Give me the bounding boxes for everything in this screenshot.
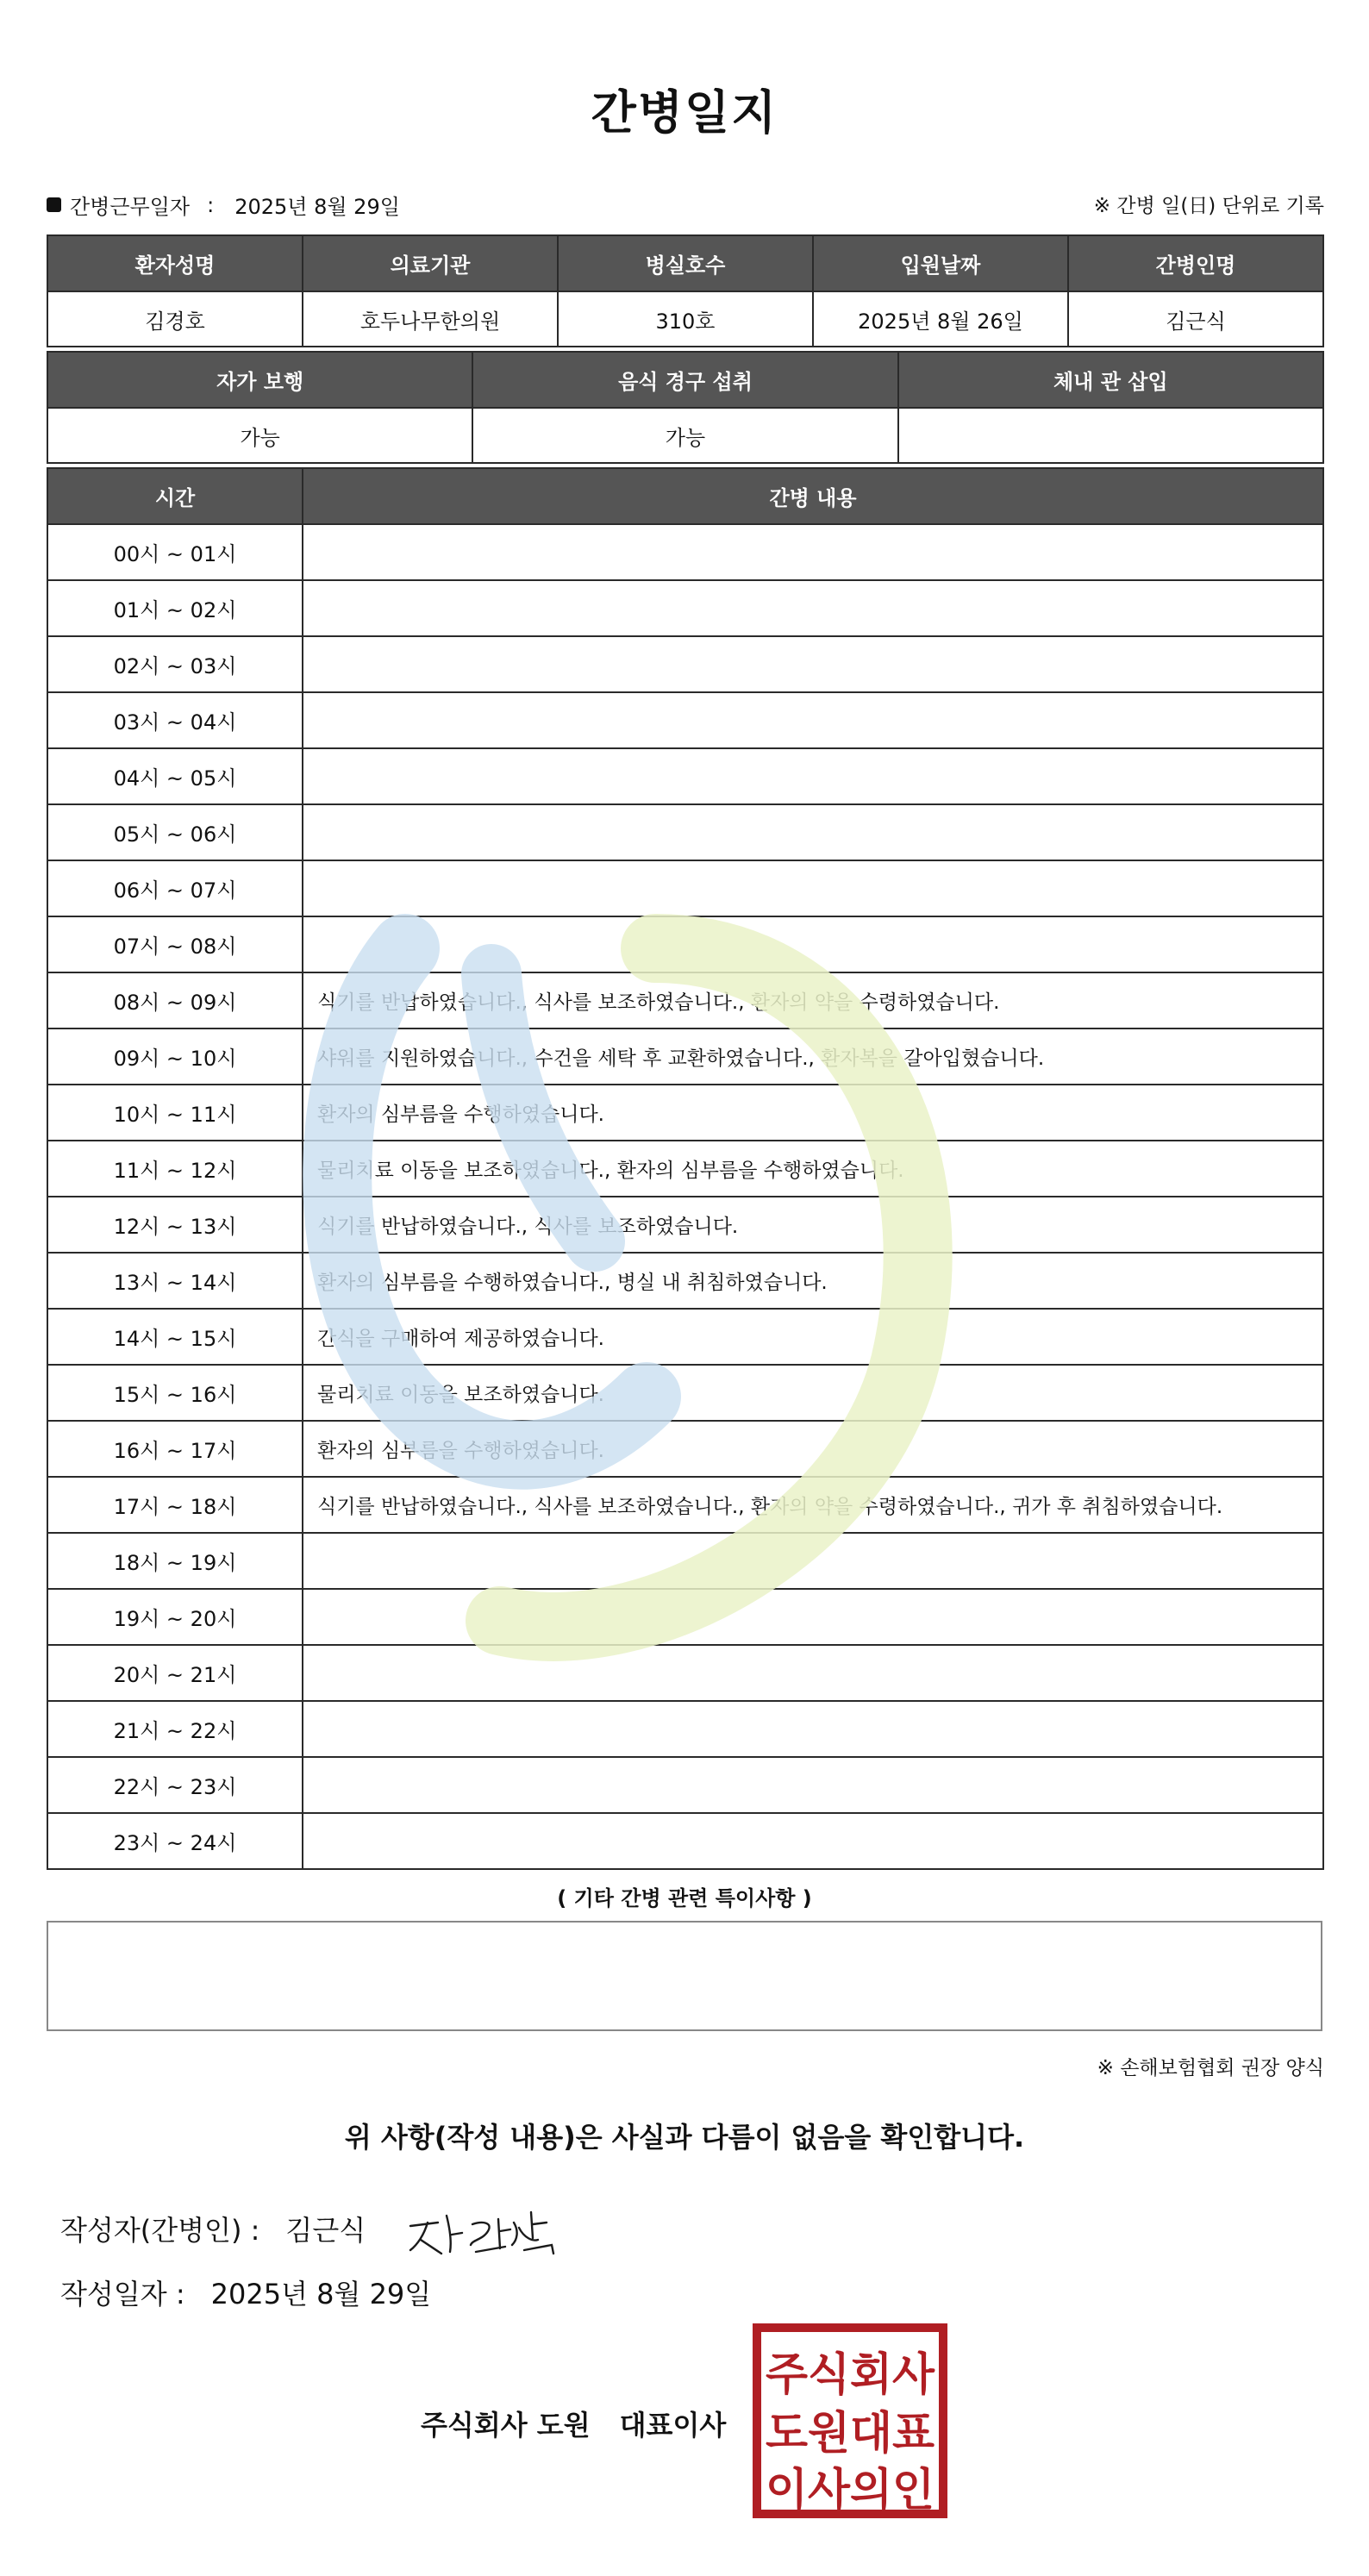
care-content: [303, 1813, 1323, 1869]
table-row: [47, 580, 1323, 636]
patient-info-table: [47, 234, 1324, 347]
care-content: [303, 916, 1323, 972]
time-slot: 00시 ~ 01시: [47, 524, 303, 580]
table-row: [47, 1645, 1323, 1701]
table-row: [47, 972, 1323, 1029]
table-row: [47, 1701, 1323, 1757]
header-time: 시간: [47, 468, 303, 524]
care-log-table: [47, 467, 1324, 1870]
care-content: 식기를 반납하였습니다., 식사를 보조하였습니다., 환자의 약을 수령하였습니다., 귀가 후 취침하였습니다.: [303, 1477, 1323, 1533]
care-content: 간식을 구매하여 제공하였습니다.: [303, 1309, 1323, 1365]
time-slot: 23시 ~ 24시: [47, 1813, 303, 1869]
care-content: 환자의 심부름을 수행하였습니다.: [303, 1085, 1323, 1141]
care-content: 샤워를 지원하였습니다., 수건을 세탁 후 교환하였습니다., 환자복을 갈아입혔습니다.: [303, 1029, 1323, 1085]
institution: 호두나무한의원: [303, 291, 558, 347]
table-row: [47, 860, 1323, 916]
time-slot: 07시 ~ 08시: [47, 916, 303, 972]
care-content: [303, 1701, 1323, 1757]
table-row: [47, 1757, 1323, 1813]
patient-status-table: [47, 351, 1324, 464]
room-number: 310호: [558, 291, 813, 347]
company-seal-stamp: [752, 2323, 948, 2519]
confirmation-statement: 위 사항(작성 내용)은 사실과 다름이 없음을 확인합니다.: [344, 2121, 1025, 2154]
header-patient-name: 환자성명: [47, 235, 303, 291]
header-oral-intake: 음식 경구 섭취: [472, 352, 897, 408]
time-slot: 12시 ~ 13시: [47, 1197, 303, 1253]
time-slot: 06시 ~ 07시: [47, 860, 303, 916]
table-row: [47, 1421, 1323, 1477]
svg-text:도원대표: 도원대표: [766, 2408, 935, 2460]
time-slot: 20시 ~ 21시: [47, 1645, 303, 1701]
time-slot: 05시 ~ 06시: [47, 804, 303, 860]
svg-text:주식회사: 주식회사: [766, 2349, 935, 2401]
time-slot: 18시 ~ 19시: [47, 1533, 303, 1589]
work-date-value: 2025년 8월 29일: [234, 195, 400, 219]
table-row: [47, 1141, 1323, 1197]
oral-intake: 가능: [472, 408, 897, 463]
form-source-note: ※ 손해보험협회 권장 양식: [1097, 2057, 1324, 2079]
table-row: [47, 1253, 1323, 1309]
work-date-row: [47, 190, 1324, 219]
patient-info-value-row: [47, 291, 1323, 347]
care-log-header-row: [47, 468, 1323, 524]
daily-record-note: ※ 간병 일(日) 단위로 기록: [1093, 195, 1324, 217]
writer-name: 김근식: [285, 2214, 366, 2247]
care-content: [303, 748, 1323, 804]
care-log-body: [47, 524, 1323, 1869]
care-content: [303, 1757, 1323, 1813]
care-content: [303, 524, 1323, 580]
time-slot: 10시 ~ 11시: [47, 1085, 303, 1141]
patient-name: 김경호: [47, 291, 303, 347]
care-content: 환자의 심부름을 수행하였습니다.: [303, 1421, 1323, 1477]
time-slot: 22시 ~ 23시: [47, 1757, 303, 1813]
svg-text:이사의인: 이사의인: [766, 2465, 935, 2517]
admission-date: 2025년 8월 26일: [813, 291, 1068, 347]
header-caregiver-name: 간병인명: [1068, 235, 1323, 291]
writer-row: [60, 2209, 366, 2248]
page-title: 간병일지: [591, 85, 778, 140]
time-slot: 16시 ~ 17시: [47, 1421, 303, 1477]
written-date-value: 2025년 8월 29일: [210, 2278, 432, 2310]
work-date-label: 간병근무일자: [70, 195, 191, 219]
special-notes-title: ( 기타 간병 관련 특이사항 ): [557, 1886, 812, 1910]
header-self-walking: 자가 보행: [47, 352, 472, 408]
table-row: [47, 1365, 1323, 1421]
table-row: [47, 1197, 1323, 1253]
patient-status-header-row: [47, 352, 1323, 408]
table-row: [47, 636, 1323, 692]
written-date-label: 작성일자 :: [60, 2278, 185, 2310]
care-content: 물리치료 이동을 보조하였습니다.: [303, 1365, 1323, 1421]
time-slot: 03시 ~ 04시: [47, 692, 303, 748]
time-slot: 02시 ~ 03시: [47, 636, 303, 692]
self-walking: 가능: [47, 408, 472, 463]
time-slot: 01시 ~ 02시: [47, 580, 303, 636]
header-institution: 의료기관: [303, 235, 558, 291]
care-content: 식기를 반납하였습니다., 식사를 보조하였습니다.: [303, 1197, 1323, 1253]
table-row: [47, 1029, 1323, 1085]
header-tube-insertion: 체내 관 삽입: [898, 352, 1323, 408]
table-row: [47, 1477, 1323, 1533]
patient-status-value-row: [47, 408, 1323, 463]
table-row: [47, 748, 1323, 804]
tube-insertion: [898, 408, 1323, 463]
care-content: 식기를 반납하였습니다., 식사를 보조하였습니다., 환자의 약을 수령하였습니다.: [303, 972, 1323, 1029]
care-content: 물리치료 이동을 보조하였습니다., 환자의 심부름을 수행하였습니다.: [303, 1141, 1323, 1197]
care-content: [303, 1645, 1323, 1701]
time-slot: 08시 ~ 09시: [47, 972, 303, 1029]
work-date: [47, 190, 400, 220]
table-row: [47, 804, 1323, 860]
care-content: [303, 860, 1323, 916]
company-representative: 대표이사: [619, 2409, 727, 2442]
table-row: [47, 1533, 1323, 1589]
time-slot: 13시 ~ 14시: [47, 1253, 303, 1309]
table-row: [47, 1309, 1323, 1365]
time-slot: 17시 ~ 18시: [47, 1477, 303, 1533]
care-content: [303, 1533, 1323, 1589]
handwritten-signature: [403, 2197, 559, 2266]
care-content: 환자의 심부름을 수행하였습니다., 병실 내 취침하였습니다.: [303, 1253, 1323, 1309]
written-date-row: [60, 2273, 431, 2312]
time-slot: 19시 ~ 20시: [47, 1589, 303, 1645]
company-name: 주식회사 도원: [421, 2409, 591, 2442]
table-row: [47, 916, 1323, 972]
time-slot: 11시 ~ 12시: [47, 1141, 303, 1197]
table-row: [47, 1589, 1323, 1645]
care-content: [303, 580, 1323, 636]
table-row: [47, 1085, 1323, 1141]
care-content: [303, 692, 1323, 748]
table-row: [47, 692, 1323, 748]
time-slot: 04시 ~ 05시: [47, 748, 303, 804]
header-room-number: 병실호수: [558, 235, 813, 291]
table-row: [47, 524, 1323, 580]
time-slot: 14시 ~ 15시: [47, 1309, 303, 1365]
patient-info-header-row: [47, 235, 1323, 291]
time-slot: 09시 ~ 10시: [47, 1029, 303, 1085]
care-content: [303, 636, 1323, 692]
caregiver-name: 김근식: [1068, 291, 1323, 347]
work-date-colon: :: [207, 192, 215, 217]
writer-label: 작성자(간병인) :: [60, 2214, 260, 2247]
care-content: [303, 804, 1323, 860]
header-care-content: 간병 내용: [303, 468, 1323, 524]
care-content: [303, 1589, 1323, 1645]
special-notes-box: [47, 1921, 1322, 2031]
company-signature-line: [421, 2404, 726, 2443]
table-row: [47, 1813, 1323, 1869]
time-slot: 15시 ~ 16시: [47, 1365, 303, 1421]
square-bullet-icon: [47, 197, 61, 212]
time-slot: 21시 ~ 22시: [47, 1701, 303, 1757]
header-admission-date: 입원날짜: [813, 235, 1068, 291]
